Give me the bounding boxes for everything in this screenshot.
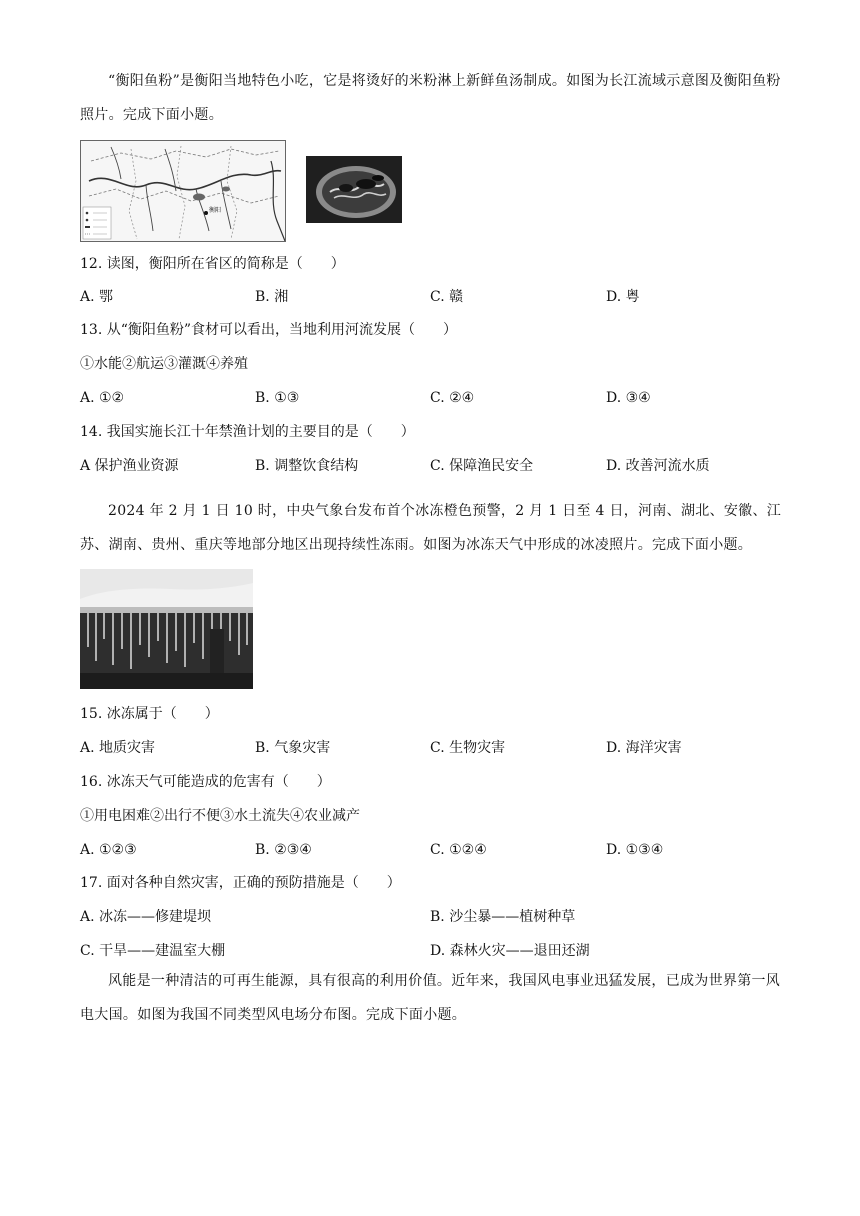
question-12-options — [80, 287, 780, 307]
question-14-options — [80, 456, 780, 476]
passage-wind-energy: 风能是一种清洁的可再生能源，具有很高的利用价值。近年来，我国风电事业迅猛发展，已成为世界第一风电大国。如图为我国不同类型风电场分布图。完成下面小题。 — [80, 973, 781, 1023]
question-16-stem: 16. 冰冻天气可能造成的危害有（ ） — [80, 774, 331, 790]
q13-option-d[interactable]: D. ③④ — [606, 390, 651, 406]
question-12-stem: 12. 读图，衡阳所在省区的简称是（ ） — [80, 256, 345, 272]
icicles-photo — [80, 569, 253, 689]
q13-option-c[interactable]: C. ②④ — [430, 390, 475, 406]
q16-option-b[interactable]: B. ②③④ — [255, 842, 312, 858]
q14-option-a[interactable]: A 保护渔业资源 — [80, 458, 179, 474]
q17-option-b[interactable]: B. 沙尘暴——植树种草 — [430, 909, 576, 925]
q12-option-a[interactable]: A. 鄂 — [80, 289, 114, 305]
question-13-choices: ①水能②航运③灌溉④养殖 — [80, 356, 248, 372]
question-17-options-row1 — [80, 907, 780, 927]
question-15-options — [80, 738, 780, 758]
q15-option-a[interactable]: A. 地质灾害 — [80, 740, 156, 756]
q16-option-a[interactable]: A. ①②③ — [80, 842, 137, 858]
q17-option-c[interactable]: C. 干旱——建温室大棚 — [80, 943, 226, 959]
q12-option-c[interactable]: C. 赣 — [430, 289, 464, 305]
question-13-stem: 13. 从“衡阳鱼粉”食材可以看出，当地利用河流发展（ ） — [80, 322, 458, 338]
question-17-options-row2 — [80, 941, 780, 961]
q14-option-b[interactable]: B. 调整饮食结构 — [255, 458, 359, 474]
q12-option-d[interactable]: D. 粤 — [606, 289, 640, 305]
q17-option-a[interactable]: A. 冰冻——修建堤坝 — [80, 909, 212, 925]
q14-option-c[interactable]: C. 保障渔民安全 — [430, 458, 534, 474]
q13-option-b[interactable]: B. ①③ — [255, 390, 300, 406]
question-16-choices: ①用电困难②出行不便③水土流失④农业减产 — [80, 808, 360, 824]
fish-noodles-photo — [306, 156, 402, 223]
q15-option-c[interactable]: C. 生物灾害 — [430, 740, 506, 756]
question-17-stem: 17. 面对各种自然灾害，正确的预防措施是（ ） — [80, 875, 401, 891]
question-14-stem: 14. 我国实施长江十年禁渔计划的主要目的是（ ） — [80, 424, 415, 440]
q17-option-d[interactable]: D. 森林火灾——退田还湖 — [430, 943, 590, 959]
map-label-hengyang: 衡阳 — [209, 207, 222, 214]
q15-option-d[interactable]: D. 海洋灾害 — [606, 740, 682, 756]
q15-option-b[interactable]: B. 气象灾害 — [255, 740, 331, 756]
passage-hengyang-fish-noodles: “衡阳鱼粉”是衡阳当地特色小吃，它是将烫好的米粉淋上新鲜鱼汤制成。如图为长江流域示意图及衡阳鱼粉照片。完成下面小题。 — [80, 73, 781, 123]
passage-freezing-rain: 2024 年 2 月 1 日 10 时，中央气象台发布首个冰冻橙色预警，2 月 1 日至 4 日，河南、湖北、安徽、江苏、湖南、贵州、重庆等地部分地区出现持续性冻雨。如图为冰冻天气中形成的冰凌照片。完成下面小题。 — [80, 503, 782, 553]
question-15-stem: 15. 冰冻属于（ ） — [80, 706, 219, 722]
question-13-options — [80, 388, 780, 408]
q14-option-d[interactable]: D. 改善河流水质 — [606, 458, 710, 474]
q16-option-d[interactable]: D. ①③④ — [606, 842, 664, 858]
q13-option-a[interactable]: A. ①② — [80, 390, 125, 406]
q16-option-c[interactable]: C. ①②④ — [430, 842, 487, 858]
question-16-options — [80, 840, 780, 860]
q12-option-b[interactable]: B. 湘 — [255, 289, 289, 305]
yangtze-basin-map-image — [80, 140, 286, 242]
